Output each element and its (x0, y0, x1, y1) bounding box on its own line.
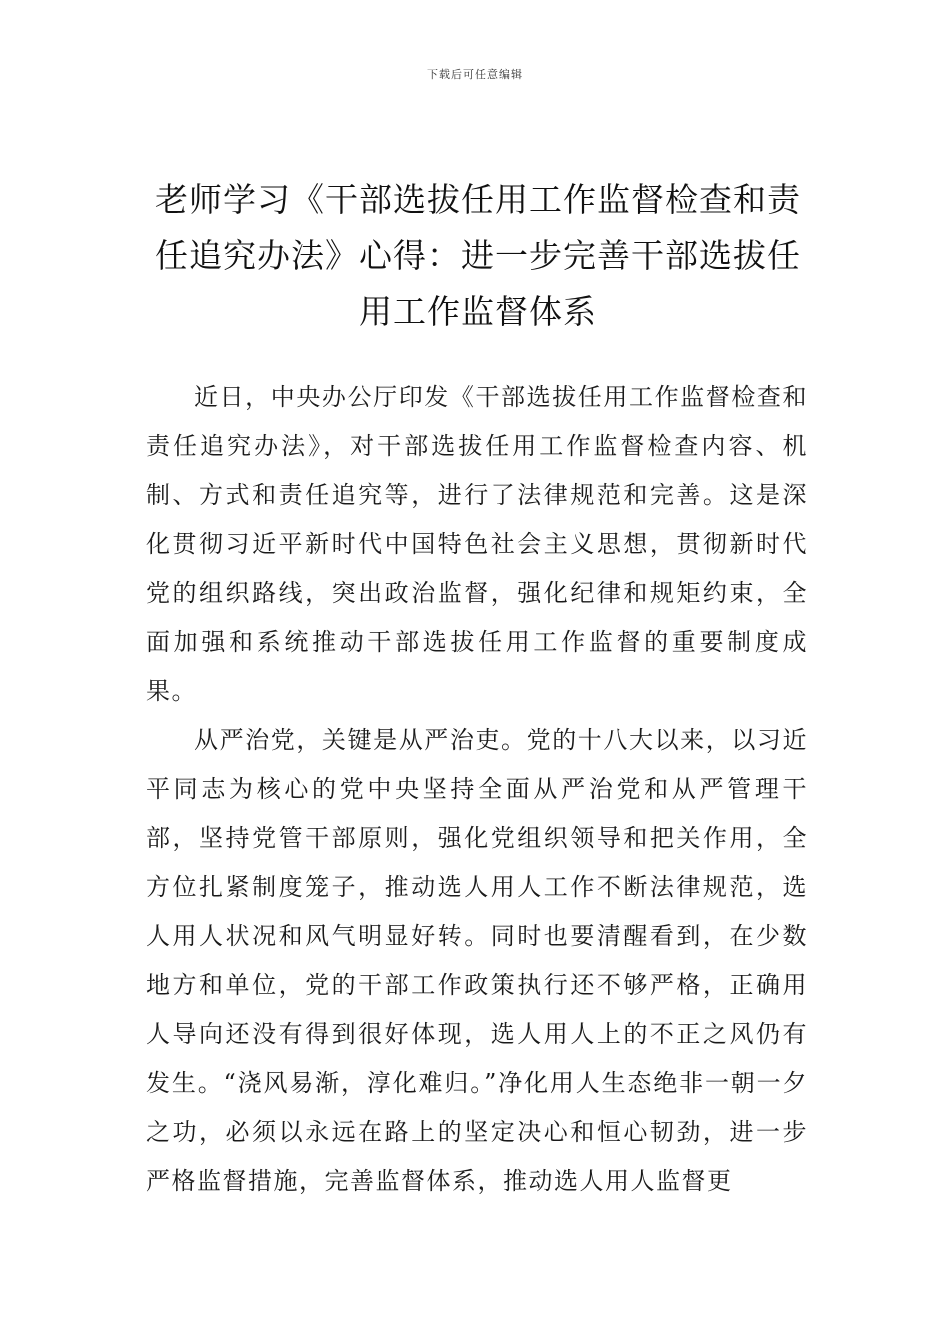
document-body (146, 373, 808, 1206)
document-title: 老师学习《干部选拔任用工作监督检查和责任追究办法》心得：进一步完善干部选拔任用工作监督体系 (155, 180, 801, 331)
header-note: 下载后可任意编辑 (427, 68, 523, 81)
paragraph: 从严治党，关键是从严治吏。党的十八大以来，以习近平同志为核心的党中央坚持全面从严治党和从严管理干部，坚持党管干部原则，强化党组织领导和把关作用，全方位扎紧制度笼子，推动选人用人工作不断法律规范，选人用人状况和风气明显好转。同时也要清醒看到，在少数地方和单位，党的干部工作政策执行还不够严格，正确用人导向还没有得到很好体现，选人用人上的不正之风仍有发生。“浇风易渐，淳化难归。”净化用人生态绝非一朝一夕之功，必须以永远在路上的坚定决心和恒心韧劲，进一步严格监督措施，完善监督体系，推动选人用人监督更 (146, 726, 808, 1195)
paragraph: 近日，中央办公厅印发《干部选拔任用工作监督检查和责任追究办法》，对干部选拔任用工作监督检查内容、机制、方式和责任追究等，进行了法律规范和完善。这是深化贯彻习近平新时代中国特色社会主义思想，贯彻新时代党的组织路线，突出政治监督，强化纪律和规矩约束，全面加强和系统推动干部选拔任用工作监督的重要制度成果。 (146, 383, 808, 705)
